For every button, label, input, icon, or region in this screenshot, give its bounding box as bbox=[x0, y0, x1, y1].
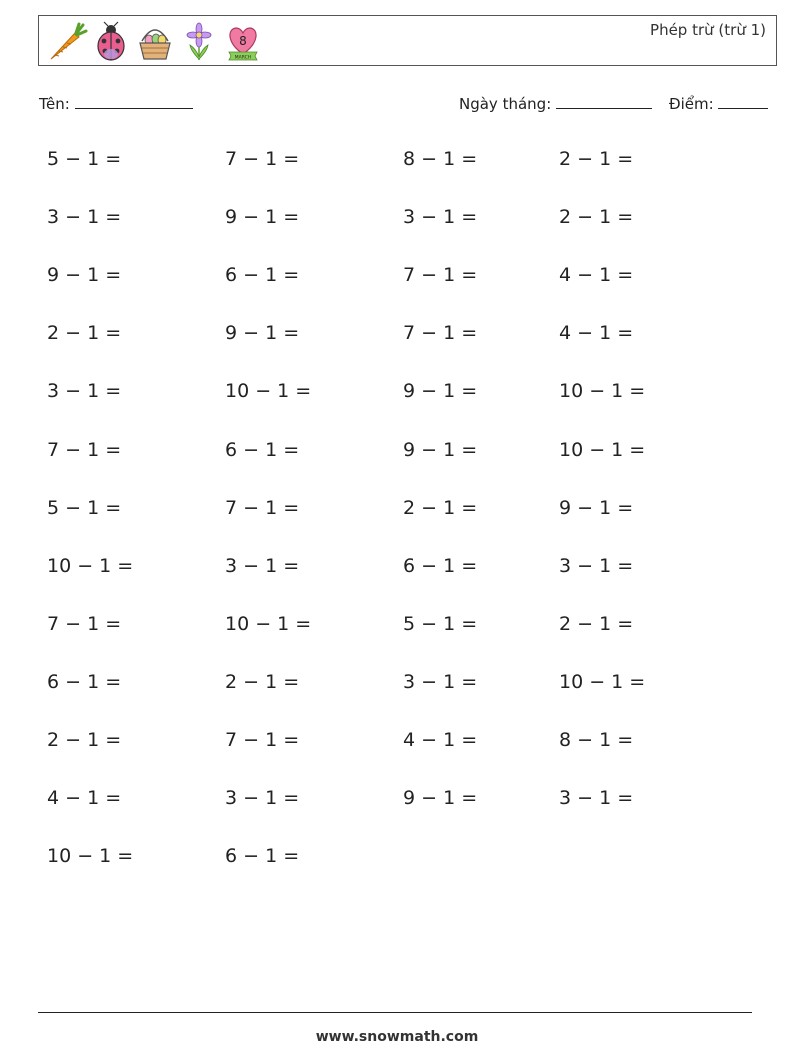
problem: 5 − 1 = bbox=[47, 148, 122, 170]
problem: 10 − 1 = bbox=[47, 845, 134, 868]
problem: 10 − 1 = bbox=[559, 670, 646, 693]
problem: 4 − 1 = bbox=[403, 729, 478, 751]
problem: 2 − 1 = bbox=[225, 670, 300, 693]
score-label: Điểm: bbox=[669, 95, 714, 113]
header-box bbox=[38, 15, 777, 66]
problem: 7 − 1 = bbox=[225, 148, 300, 170]
problem: 7 − 1 = bbox=[403, 322, 478, 345]
problem: 7 − 1 = bbox=[225, 496, 300, 519]
date-blank[interactable] bbox=[556, 94, 652, 109]
worksheet-title: Phép trừ (trừ 1) bbox=[650, 21, 766, 39]
problem: 3 − 1 = bbox=[47, 206, 122, 229]
problem: 8 − 1 = bbox=[559, 729, 634, 751]
problem: 6 − 1 = bbox=[225, 845, 300, 868]
heart-number: 8 bbox=[239, 34, 247, 48]
header-icons bbox=[45, 21, 265, 63]
problem: 4 − 1 = bbox=[559, 322, 634, 345]
name-field bbox=[39, 94, 193, 113]
problem: 3 − 1 = bbox=[559, 787, 634, 810]
problem: 2 − 1 = bbox=[559, 206, 634, 229]
footer-website: www.snowmath.com bbox=[315, 1029, 479, 1045]
problem: 3 − 1 = bbox=[403, 670, 478, 693]
heart-ribbon-text: MARCH bbox=[234, 55, 252, 61]
problem: 2 − 1 = bbox=[559, 612, 634, 635]
problem: 3 − 1 = bbox=[559, 554, 634, 577]
problem: 7 − 1 = bbox=[225, 729, 300, 751]
problem: 3 − 1 = bbox=[403, 206, 478, 229]
problem: 10 − 1 = bbox=[225, 380, 312, 403]
problem: 2 − 1 = bbox=[403, 496, 478, 519]
problem: 2 − 1 = bbox=[47, 729, 122, 751]
problem: 4 − 1 = bbox=[559, 264, 634, 287]
problem: 6 − 1 = bbox=[47, 670, 122, 693]
problem: 8 − 1 = bbox=[403, 148, 478, 170]
problem: 10 − 1 = bbox=[225, 612, 312, 635]
score-blank[interactable] bbox=[718, 94, 768, 109]
problem: 6 − 1 = bbox=[225, 438, 300, 461]
problem: 10 − 1 = bbox=[559, 380, 646, 403]
problem: 7 − 1 = bbox=[403, 264, 478, 287]
problem: 9 − 1 = bbox=[403, 380, 478, 403]
date-label: Ngày tháng: bbox=[459, 95, 552, 113]
problem: 9 − 1 = bbox=[403, 438, 478, 461]
carrot-icon bbox=[45, 21, 89, 63]
problem: 6 − 1 = bbox=[225, 264, 300, 287]
name-label: Tên: bbox=[39, 95, 70, 113]
problem: 10 − 1 = bbox=[47, 554, 134, 577]
flower-icon bbox=[177, 21, 221, 63]
problem: 7 − 1 = bbox=[47, 438, 122, 461]
heart-march-8-icon bbox=[221, 21, 265, 63]
problem: 3 − 1 = bbox=[225, 787, 300, 810]
problem: 2 − 1 = bbox=[559, 148, 634, 170]
problem: 9 − 1 = bbox=[225, 322, 300, 345]
date-field bbox=[459, 94, 652, 113]
name-blank[interactable] bbox=[75, 94, 193, 109]
problem: 9 − 1 = bbox=[403, 787, 478, 810]
problem: 2 − 1 = bbox=[47, 322, 122, 345]
problem: 7 − 1 = bbox=[47, 612, 122, 635]
problem: 3 − 1 = bbox=[225, 554, 300, 577]
ladybug-icon bbox=[89, 21, 133, 63]
problem: 10 − 1 = bbox=[559, 438, 646, 461]
problem: 5 − 1 = bbox=[47, 496, 122, 519]
footer-divider bbox=[38, 1012, 752, 1013]
score-field bbox=[669, 94, 768, 113]
problem: 9 − 1 = bbox=[225, 206, 300, 229]
problem: 5 − 1 = bbox=[403, 612, 478, 635]
easter-basket-icon bbox=[133, 21, 177, 63]
problem: 4 − 1 = bbox=[47, 787, 122, 810]
problem: 3 − 1 = bbox=[47, 380, 122, 403]
problem: 6 − 1 = bbox=[403, 554, 478, 577]
problem: 9 − 1 = bbox=[559, 496, 634, 519]
problem: 9 − 1 = bbox=[47, 264, 122, 287]
